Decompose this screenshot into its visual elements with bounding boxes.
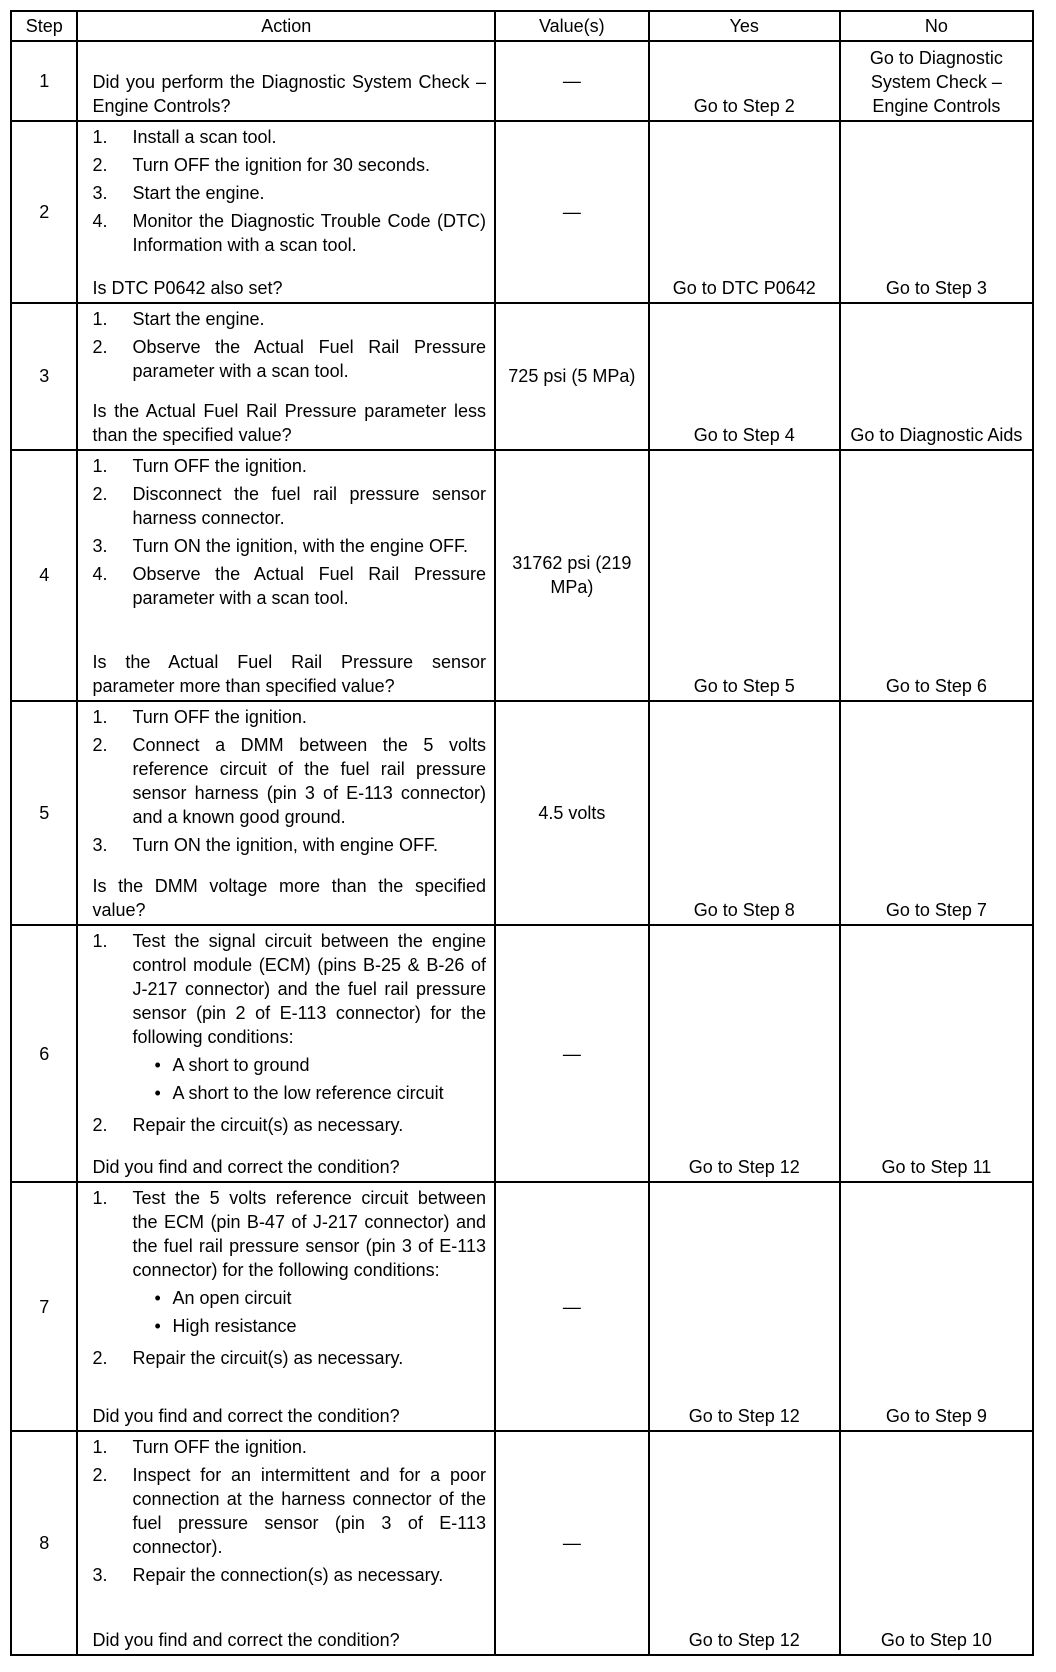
no-result: Go to Step 6 bbox=[840, 450, 1033, 701]
step-item-body bbox=[132, 929, 486, 1109]
action-content bbox=[92, 1432, 486, 1652]
value-cell: 4.5 volts bbox=[495, 701, 649, 926]
action-step bbox=[92, 181, 486, 205]
step-item-body bbox=[132, 1346, 486, 1370]
action-steps bbox=[92, 702, 486, 861]
step-item-number: 4. bbox=[92, 210, 108, 231]
yes-result: Go to Step 4 bbox=[649, 303, 840, 450]
step-item-number: 3. bbox=[92, 1565, 108, 1586]
action-step bbox=[92, 705, 486, 729]
action-content bbox=[92, 702, 486, 923]
step-item-body bbox=[132, 1113, 486, 1137]
value-cell: — bbox=[495, 1431, 649, 1655]
yes-result: Go to Step 12 bbox=[649, 925, 840, 1182]
condition-item: • An open circuit bbox=[154, 1286, 486, 1310]
step-item-text: Repair the circuit(s) as necessary. bbox=[132, 1115, 404, 1136]
step-item-number: 3. bbox=[92, 834, 108, 855]
step-question: Did you perform the Diagnostic System Check – Engine Controls? bbox=[92, 71, 486, 116]
action-content bbox=[92, 451, 486, 698]
diagnostic-table bbox=[10, 10, 1034, 1656]
step-item-body bbox=[132, 335, 486, 383]
step-item-body bbox=[132, 209, 486, 257]
step-number: 5 bbox=[11, 701, 77, 926]
no-result: Go to Step 10 bbox=[840, 1431, 1033, 1655]
step-question: Is DTC P0642 also set? bbox=[92, 278, 283, 299]
yes-result: Go to Step 12 bbox=[649, 1182, 840, 1431]
action-cell bbox=[77, 121, 495, 303]
step-item-text: Test the signal circuit between the engine control module (ECM) (pins B-25 & B-26 of J-217 connector) and the fuel rail pressure sensor (pin 2 of E-113 connector) for the following conditions: bbox=[132, 931, 486, 1048]
header-row bbox=[11, 11, 1033, 41]
step-number: 8 bbox=[11, 1431, 77, 1655]
step-item-text: Turn ON the ignition, with the engine OFF. bbox=[132, 535, 468, 556]
action-content bbox=[92, 304, 486, 447]
step-item-number: 1. bbox=[92, 1437, 108, 1458]
step-item-text: Monitor the Diagnostic Trouble Code (DTC) Information with a scan tool. bbox=[132, 210, 486, 255]
step-item-body bbox=[132, 1186, 486, 1342]
condition-list bbox=[132, 1286, 486, 1338]
table-row bbox=[11, 450, 1033, 701]
step-item-body bbox=[132, 482, 486, 530]
step-item-body bbox=[132, 454, 486, 478]
condition-item: • A short to the low reference circuit bbox=[154, 1081, 486, 1105]
step-item-body bbox=[132, 181, 486, 205]
step-item-number: 3. bbox=[92, 182, 108, 203]
condition-item: • A short to ground bbox=[154, 1053, 486, 1077]
yes-result: Go to Step 8 bbox=[649, 701, 840, 926]
step-item-number: 2. bbox=[92, 154, 108, 175]
action-steps bbox=[92, 122, 486, 261]
yes-result: Go to DTC P0642 bbox=[649, 121, 840, 303]
step-item-number: 2. bbox=[92, 1115, 108, 1136]
action-steps bbox=[92, 1432, 486, 1591]
step-number: 7 bbox=[11, 1182, 77, 1431]
step-item-number: 1. bbox=[92, 126, 108, 147]
condition-item: • High resistance bbox=[154, 1314, 486, 1338]
action-cell bbox=[77, 450, 495, 701]
no-result: Go to Diagnostic Aids bbox=[840, 303, 1033, 450]
step-item-number: 1. bbox=[92, 931, 108, 952]
action-steps bbox=[92, 1183, 486, 1374]
step-item-number: 1. bbox=[92, 706, 108, 727]
action-step bbox=[92, 1346, 486, 1370]
action-cell bbox=[77, 1182, 495, 1431]
step-question: Did you find and correct the condition? bbox=[92, 1406, 400, 1427]
action-content bbox=[92, 122, 486, 300]
table-row bbox=[11, 1182, 1033, 1431]
step-item-text: Install a scan tool. bbox=[132, 126, 277, 147]
table-row bbox=[11, 303, 1033, 450]
step-item-body bbox=[132, 833, 486, 857]
step-item-body bbox=[132, 153, 486, 177]
action-step bbox=[92, 733, 486, 829]
step-item-text: Turn OFF the ignition for 30 seconds. bbox=[132, 154, 430, 175]
no-result: Go to Step 11 bbox=[840, 925, 1033, 1182]
step-item-body bbox=[132, 1563, 486, 1587]
step-item-number: 3. bbox=[92, 535, 108, 556]
action-step bbox=[92, 1563, 486, 1587]
step-item-text: Test the 5 volts reference circuit between the ECM (pin B-47 of J-217 connector) and the fuel rail pressure sensor (pin 3 of E-113 connector) for the following conditions: bbox=[132, 1188, 486, 1281]
condition-list bbox=[132, 1053, 486, 1105]
header-action: Action bbox=[77, 11, 495, 41]
no-result: Go to Step 9 bbox=[840, 1182, 1033, 1431]
action-content bbox=[92, 1183, 486, 1428]
action-step bbox=[92, 1435, 486, 1459]
step-question: Did you find and correct the condition? bbox=[92, 1630, 400, 1650]
step-item-body bbox=[132, 125, 486, 149]
action-step bbox=[92, 209, 486, 257]
step-item-body bbox=[132, 1463, 486, 1559]
header-yes: Yes bbox=[649, 11, 840, 41]
no-result: Go to Diagnostic System Check – Engine Controls bbox=[840, 41, 1033, 121]
action-step bbox=[92, 562, 486, 610]
action-step bbox=[92, 1186, 486, 1342]
step-number: 3 bbox=[11, 303, 77, 450]
action-cell bbox=[77, 925, 495, 1182]
step-number: 6 bbox=[11, 925, 77, 1182]
action-cell bbox=[77, 303, 495, 450]
step-item-number: 2. bbox=[92, 734, 108, 755]
step-item-body bbox=[132, 1435, 486, 1459]
action-content bbox=[92, 42, 486, 118]
header-step: Step bbox=[11, 11, 77, 41]
action-steps bbox=[92, 926, 486, 1141]
action-step bbox=[92, 125, 486, 149]
no-result: Go to Step 3 bbox=[840, 121, 1033, 303]
action-step bbox=[92, 1463, 486, 1559]
action-step bbox=[92, 929, 486, 1109]
step-item-number: 2. bbox=[92, 1465, 108, 1486]
step-item-number: 2. bbox=[92, 483, 108, 504]
table-header bbox=[11, 11, 1033, 41]
step-item-text: Inspect for an intermittent and for a poor connection at the harness connector of the fuel pressure sensor (pin 3 of E-113 connector). bbox=[132, 1465, 486, 1558]
step-item-text: Turn OFF the ignition. bbox=[132, 706, 307, 727]
step-item-body bbox=[132, 534, 486, 558]
action-step bbox=[92, 482, 486, 530]
step-item-text: Turn OFF the ignition. bbox=[132, 1437, 307, 1458]
no-result: Go to Step 7 bbox=[840, 701, 1033, 926]
table-body bbox=[11, 41, 1033, 1655]
step-item-text: Observe the Actual Fuel Rail Pressure parameter with a scan tool. bbox=[132, 337, 486, 382]
step-question: Is the DMM voltage more than the specified value? bbox=[92, 876, 486, 921]
action-step bbox=[92, 153, 486, 177]
step-question: Is the Actual Fuel Rail Pressure parameter less than the specified value? bbox=[92, 400, 486, 445]
value-cell: 31762 psi (219 MPa) bbox=[495, 450, 649, 701]
yes-result: Go to Step 12 bbox=[649, 1431, 840, 1655]
action-cell bbox=[77, 1431, 495, 1655]
step-item-body bbox=[132, 562, 486, 610]
action-steps bbox=[92, 304, 486, 387]
value-cell: — bbox=[495, 925, 649, 1182]
step-item-text: Connect a DMM between the 5 volts reference circuit of the fuel rail pressure sensor harness (pin 3 of E-113 connector) and a known good ground. bbox=[132, 734, 486, 827]
step-item-body bbox=[132, 705, 486, 729]
action-cell bbox=[77, 701, 495, 926]
step-item-body bbox=[132, 733, 486, 829]
action-content bbox=[92, 926, 486, 1179]
value-cell: — bbox=[495, 1182, 649, 1431]
step-item-number: 1. bbox=[92, 309, 108, 330]
table-row bbox=[11, 41, 1033, 121]
header-values: Value(s) bbox=[495, 11, 649, 41]
action-cell bbox=[77, 41, 495, 121]
table-row bbox=[11, 925, 1033, 1182]
step-number: 1 bbox=[11, 41, 77, 121]
step-item-number: 1. bbox=[92, 1188, 108, 1209]
action-step bbox=[92, 1113, 486, 1137]
action-step bbox=[92, 833, 486, 857]
step-item-text: Start the engine. bbox=[132, 182, 265, 203]
step-question: Is the Actual Fuel Rail Pressure sensor parameter more than specified value? bbox=[92, 651, 486, 696]
step-item-number: 4. bbox=[92, 563, 108, 584]
step-question: Did you find and correct the condition? bbox=[92, 1157, 400, 1178]
value-cell: — bbox=[495, 121, 649, 303]
step-item-number: 2. bbox=[92, 1348, 108, 1369]
step-item-body bbox=[132, 307, 486, 331]
action-steps bbox=[92, 451, 486, 614]
step-item-text: Observe the Actual Fuel Rail Pressure parameter with a scan tool. bbox=[132, 563, 486, 608]
step-item-number: 2. bbox=[92, 337, 108, 358]
action-step bbox=[92, 307, 486, 331]
yes-result: Go to Step 5 bbox=[649, 450, 840, 701]
header-no: No bbox=[840, 11, 1033, 41]
yes-result: Go to Step 2 bbox=[649, 41, 840, 121]
step-item-text: Disconnect the fuel rail pressure sensor harness connector. bbox=[132, 483, 486, 528]
step-number: 2 bbox=[11, 121, 77, 303]
table-row bbox=[11, 1431, 1033, 1655]
value-cell: — bbox=[495, 41, 649, 121]
step-item-text: Turn ON the ignition, with engine OFF. bbox=[132, 834, 438, 855]
action-step bbox=[92, 335, 486, 383]
action-step bbox=[92, 454, 486, 478]
step-item-number: 1. bbox=[92, 455, 108, 476]
step-item-text: Repair the connection(s) as necessary. bbox=[132, 1565, 444, 1586]
step-number: 4 bbox=[11, 450, 77, 701]
step-item-text: Repair the circuit(s) as necessary. bbox=[132, 1348, 404, 1369]
action-step bbox=[92, 534, 486, 558]
step-item-text: Turn OFF the ignition. bbox=[132, 455, 307, 476]
step-item-text: Start the engine. bbox=[132, 309, 265, 330]
table-row bbox=[11, 121, 1033, 303]
value-cell: 725 psi (5 MPa) bbox=[495, 303, 649, 450]
table-row bbox=[11, 701, 1033, 926]
